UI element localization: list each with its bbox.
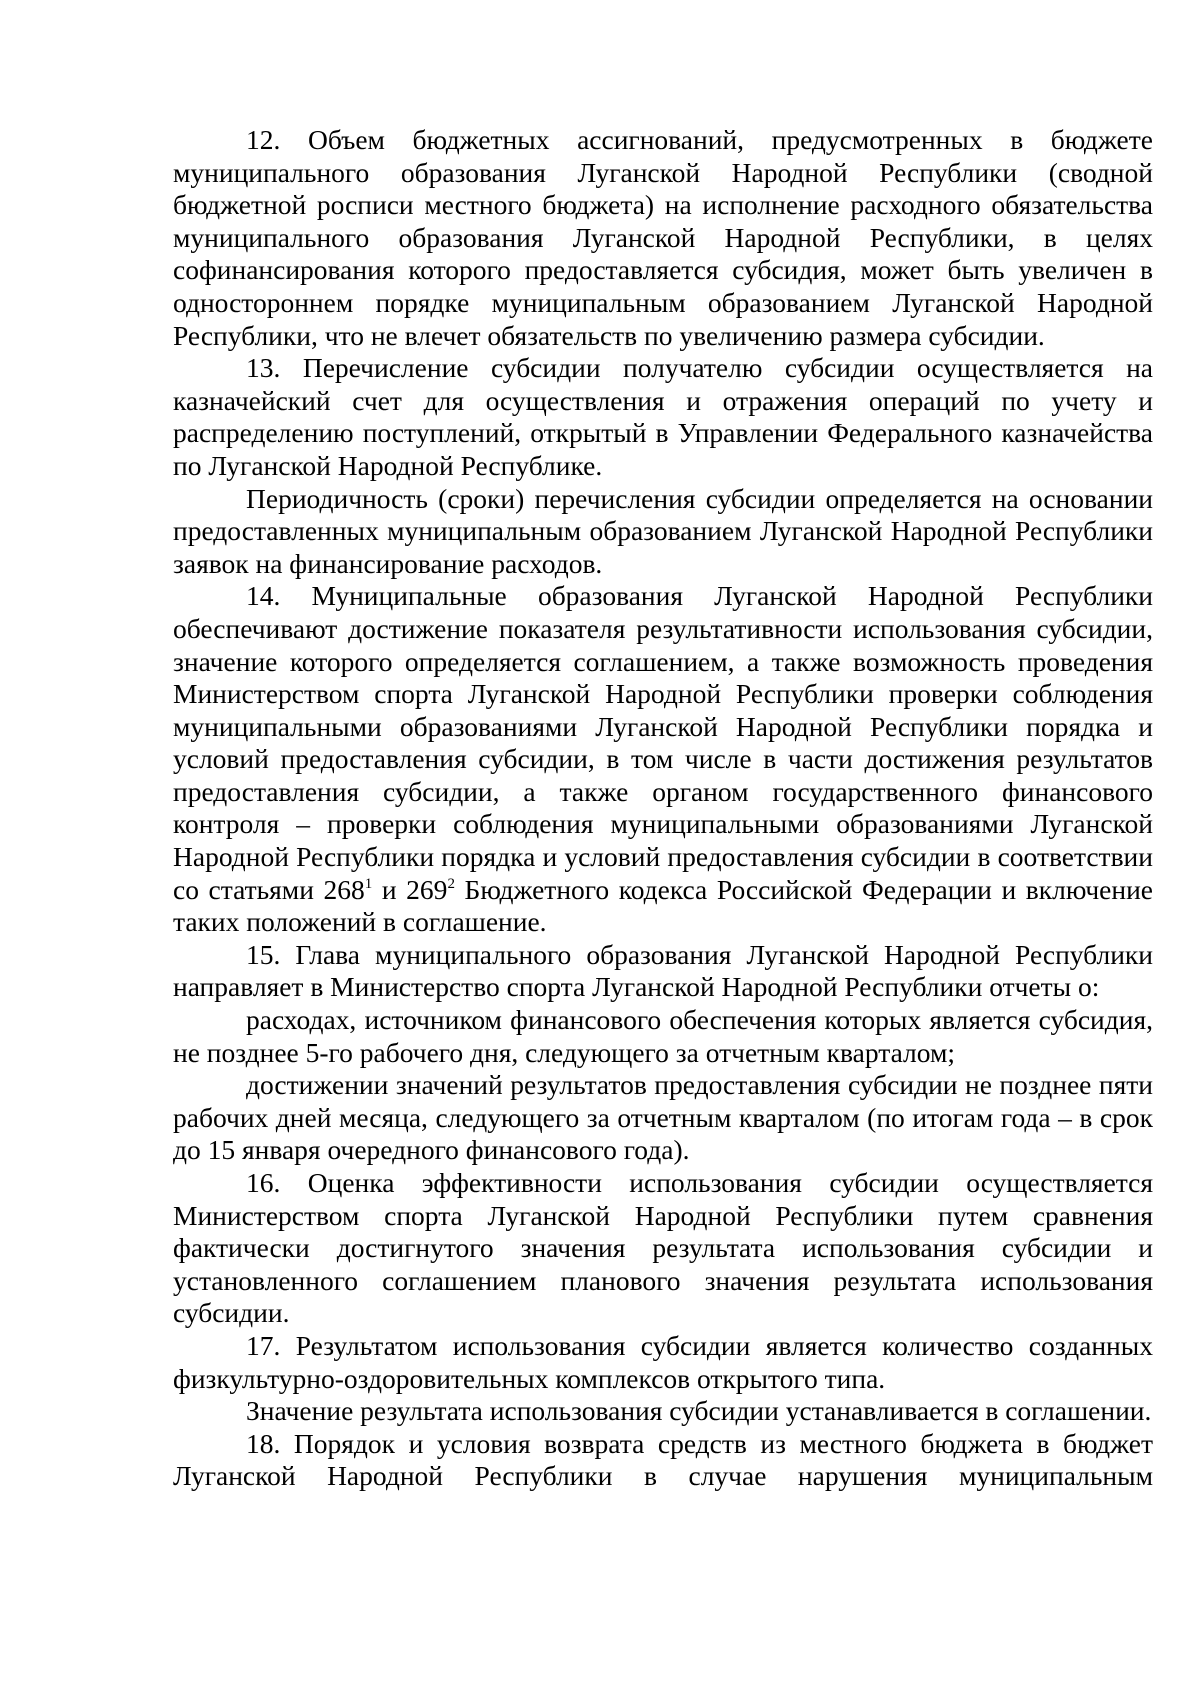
paragraph-18: 18. Порядок и условия возврата средств из местного бюджета в бюджет Луганской Народной Республики в случае нарушения муниципальным [173, 1427, 1153, 1492]
paragraph-17-value: Значение результата использования субсидии устанавливается в соглашении. [246, 1395, 1152, 1427]
paragraph-13-periodicity: Периодичность (сроки) перечисления субсидии определяется на основании предоставленных муниципальным образованием Луганской Народной Республики заявок на финансирование расходов. [173, 482, 1153, 579]
paragraph-14-text-before: 14. Муниципальные образования Луганской Народной Республики обеспечивают достижение показателя результативности использования субсидии, значение которого определяется соглашением, а также возможность проведения Министерством спорта Луганской Народной Республики проверки соблюдения муниципальными образованиями Луганской Народной Республики порядка и условий предоставления субсидии, в том числе в части достижения результатов предоставления субсидии, а также органом государственного финансового контроля – проверки соблюдения муниципальными образованиями Луганской Народной Республики порядка и условий предоставления субсидии в соответствии со статьями 268 [173, 580, 1153, 905]
paragraph-15-results: достижении значений результатов предоставления субсидии не позднее пяти рабочих дней месяца, следующего за отчетным кварталом (по итогам года – в срок до 15 января очередного финансового года). [173, 1069, 1153, 1166]
article-269-superscript: 2 [447, 875, 455, 892]
paragraph-14 [173, 580, 1153, 939]
paragraph-15: 15. Глава муниципального образования Луганской Народной Республики направляет в Министерство спорта Луганской Народной Республики отчеты о: [173, 938, 1153, 1003]
paragraph-14-text-middle: и 269 [372, 873, 448, 905]
paragraph-13: 13. Перечисление субсидии получателю субсидии осуществляется на казначейский счет для осуществления и отражения операций по учету и распределению поступлений, открытый в Управлении Федерального казначейства по Луганской Народной Республике. [173, 352, 1153, 481]
paragraph-15-expenses: расходах, источником финансового обеспечения которых является субсидия, не позднее 5-го рабочего дня, следующего за отчетным кварталом; [173, 1004, 1153, 1068]
article-268-superscript: 1 [364, 875, 373, 892]
paragraph-14-text-after: Бюджетного кодекса Российской Федерации и включение таких положений в соглашение. [173, 873, 1153, 938]
document-body [173, 124, 1153, 1493]
paragraph-17: 17. Результатом использования субсидии является количество созданных физкультурно-оздоровительных комплексов открытого типа. [173, 1329, 1153, 1394]
paragraph-12: 12. Объем бюджетных ассигнований, предусмотренных в бюджете муниципального образования Луганской Народной Республики (сводной бюджетной росписи местного бюджета) на исполнение расходного обязательства муниципального образования Луганской Народной Республики, в целях софинансирования которого предоставляется субсидия, может быть увеличен в одностороннем порядке муниципальным образованием Луганской Народной Республики, что не влечет обязательств по увеличению размера субсидии. [173, 124, 1153, 351]
paragraph-16: 16. Оценка эффективности использования субсидии осуществляется Министерством спорта Луганской Народной Республики путем сравнения фактически достигнутого значения результата использования субсидии и установленного соглашением планового значения результата использования субсидии. [173, 1167, 1153, 1329]
